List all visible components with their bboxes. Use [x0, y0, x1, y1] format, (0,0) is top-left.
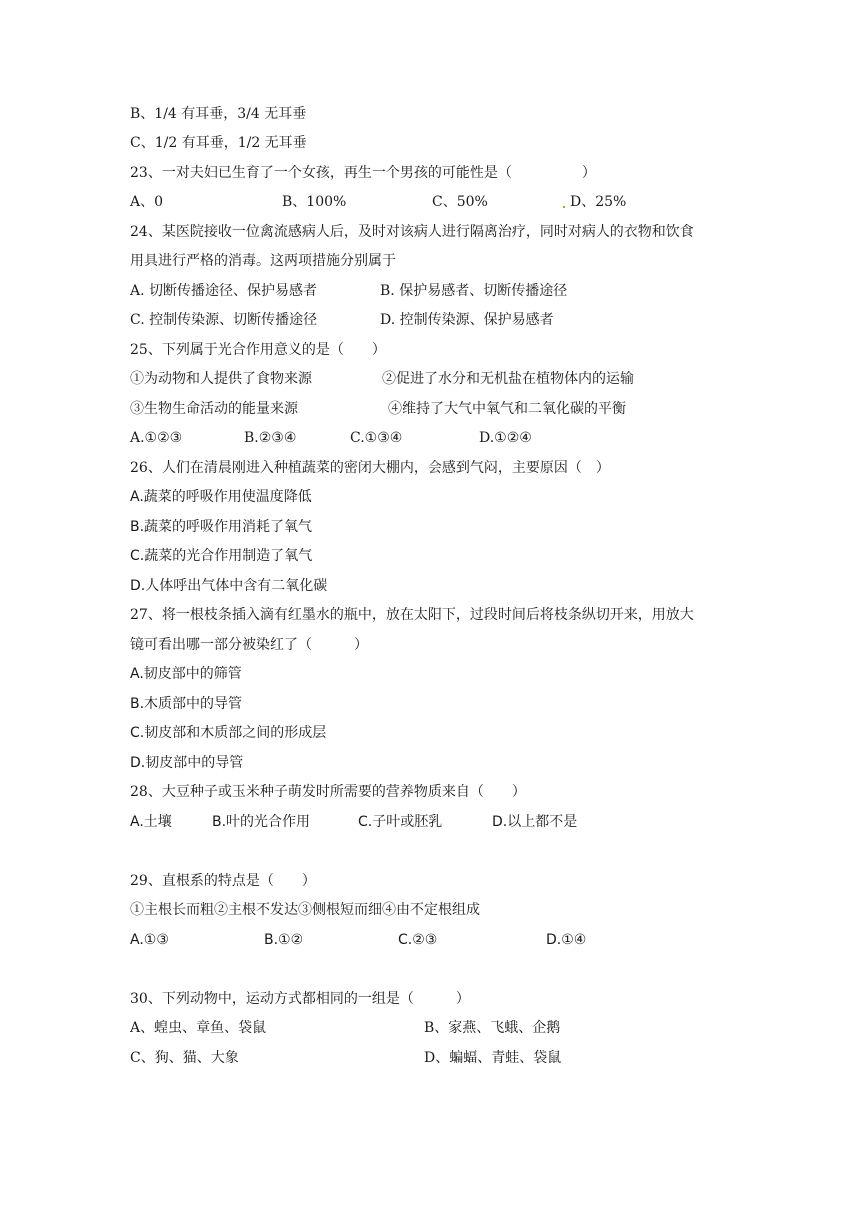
q28-option-a: A.土壤 [130, 814, 172, 830]
q29-stem: 29、直根系的特点是（ ） [130, 873, 316, 889]
q30-option-a: A、蝗虫、章鱼、袋鼠 [130, 1020, 267, 1036]
q23-stem: 23、一对夫妇已生育了一个女孩，再生一个男孩的可能性是（ ） [130, 165, 596, 181]
q28-option-b: B.叶的光合作用 [212, 814, 311, 830]
q25-option-a: A.①②③ [130, 430, 183, 446]
q26-option-d: D.人体呼出气体中含有二氧化碳 [130, 578, 328, 594]
q24-option-a: A. 切断传播途径、保护易感者 [130, 283, 318, 299]
q22-option-b: B、1/4 有耳垂，3/4 无耳垂 [130, 106, 307, 122]
q28-option-c: C.子叶或胚乳 [358, 814, 443, 830]
q29-option-c: C.②③ [398, 932, 438, 948]
q25-option-b: B.②③④ [244, 430, 297, 446]
q26-option-a: A.蔬菜的呼吸作用使温度降低 [130, 489, 312, 505]
q25-option-c: C.①③④ [350, 430, 403, 446]
q30-option-c: C、狗、猫、大象 [130, 1050, 239, 1066]
q23-option-d: D、25% [570, 194, 627, 210]
q24-option-d: D. 控制传染源、保护易感者 [380, 312, 554, 328]
q25-statement-2: ②促进了水分和无机盐在植物体内的运输 [382, 371, 634, 387]
q25-statement-3: ③生物生命活动的能量来源 [130, 401, 298, 417]
q30-stem: 30、下列动物中，运动方式都相同的一组是（ ） [130, 991, 470, 1007]
stray-mark [563, 206, 565, 208]
q25-statement-4: ④维持了大气中氧气和二氧化碳的平衡 [388, 401, 626, 417]
q27-stem-line1: 27、将一根枝条插入滴有红墨水的瓶中，放在太阳下，过段时间后将枝条纵切开来，用放大 [130, 607, 694, 623]
q23-option-c: C、50% [432, 194, 488, 210]
q27-option-b: B.木质部中的导管 [130, 696, 243, 712]
q29-option-d: D.①④ [546, 932, 587, 948]
q27-option-d: D.韧皮部中的导管 [130, 755, 244, 771]
q30-option-d: D、蝙蝠、青蛙、袋鼠 [424, 1050, 562, 1066]
q29-option-b: B.①② [264, 932, 304, 948]
q28-stem: 28、大豆种子或玉米种子萌发时所需要的营养物质来自（ ） [130, 784, 526, 800]
q29-statements: ①主根长而粗②主根不发达③侧根短而细④由不定根组成 [130, 902, 480, 918]
q30-option-b: B、家燕、飞蛾、企鹅 [424, 1020, 561, 1036]
q23-option-a: A、0 [130, 194, 164, 210]
q28-option-d: D.以上都不是 [492, 814, 578, 830]
q26-stem: 26、人们在清晨刚进入种植蔬菜的密闭大棚内，会感到气闷，主要原因（ ） [130, 460, 610, 476]
q24-option-c: C. 控制传染源、切断传播途径 [130, 312, 318, 328]
q24-option-b: B. 保护易感者、切断传播途径 [380, 283, 568, 299]
q25-statement-1: ①为动物和人提供了食物来源 [130, 371, 312, 387]
q26-option-c: C.蔬菜的光合作用制造了氧气 [130, 548, 313, 564]
q23-option-b: B、100% [282, 194, 347, 210]
q29-option-a: A.①③ [130, 932, 169, 948]
q27-stem-line2: 镜可看出哪一部分被染红了（ ） [130, 637, 368, 653]
q26-option-b: B.蔬菜的呼吸作用消耗了氧气 [130, 519, 313, 535]
q22-option-c: C、1/2 有耳垂，1/2 无耳垂 [130, 135, 307, 151]
q25-option-d: D.①②④ [479, 430, 532, 446]
q24-stem-line2: 用具进行严格的消毒。这两项措施分别属于 [130, 253, 396, 269]
q27-option-c: C.韧皮部和木质部之间的形成层 [130, 725, 327, 741]
q24-stem-line1: 24、某医院接收一位禽流感病人后，及时对该病人进行隔离治疗，同时对病人的衣物和饮食 [130, 224, 694, 240]
q27-option-a: A.韧皮部中的筛管 [130, 666, 242, 682]
q25-stem: 25、下列属于光合作用意义的是（ ） [130, 342, 386, 358]
